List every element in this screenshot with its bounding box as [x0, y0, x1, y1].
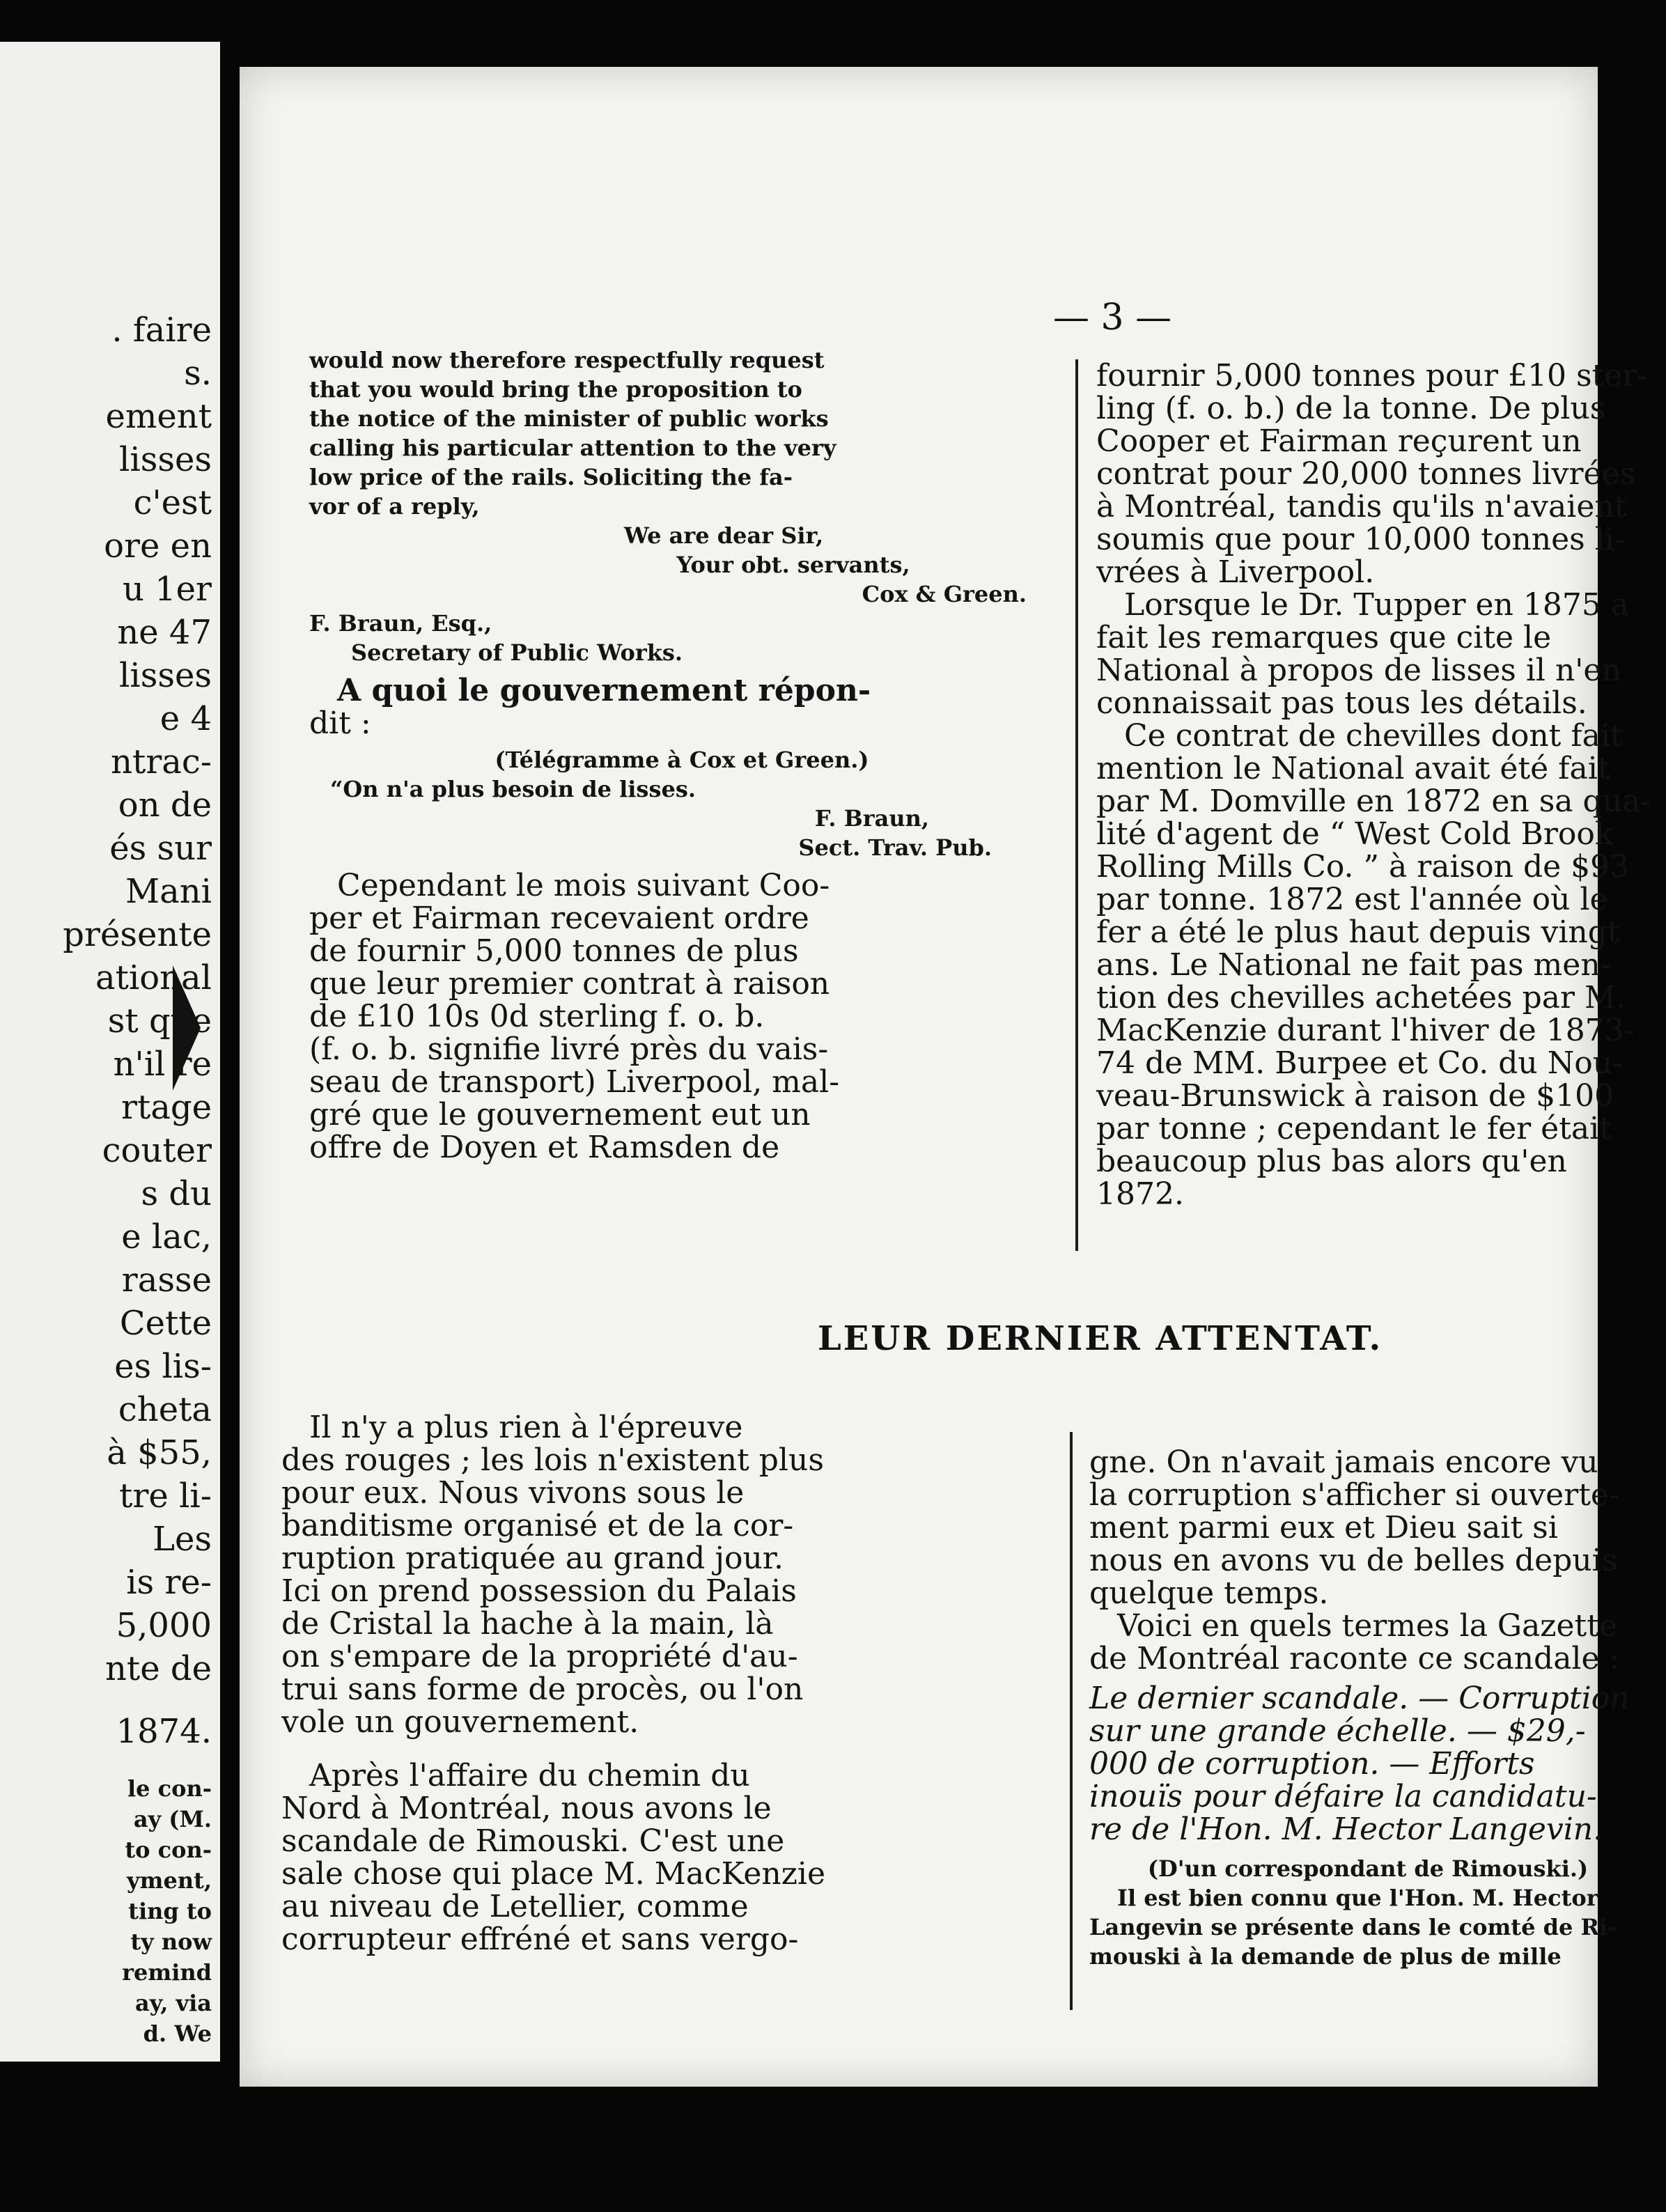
quote-line: inouïs pour défaire la candidatu- [1089, 1779, 1597, 1814]
section-heading: LEUR DERNIER ATTENTAT. [818, 1319, 1383, 1358]
fragment-line: Mani [125, 872, 212, 911]
fragment-line: Cette [119, 1304, 212, 1343]
fragment-line: c'est [133, 483, 212, 522]
fragment-line: rtage [121, 1088, 212, 1127]
text-line: Après l'affaire du chemin du [309, 1758, 750, 1793]
fragment-line: présente [63, 915, 212, 954]
text-line: fait les remarques que cite le [1096, 620, 1552, 655]
text-line: Rolling Mills Co. ” à raison de $93 [1096, 849, 1630, 885]
fragment-line: le con- [127, 1775, 212, 1802]
fragment-line: es lis- [114, 1347, 212, 1386]
fragment-line: to con- [125, 1837, 212, 1863]
letter-line: the notice of the minister of public works [309, 405, 829, 432]
fragment-line: d. We [143, 2020, 212, 2047]
text-line: seau de transport) Liverpool, mal- [309, 1064, 840, 1100]
fragment-line: ement [105, 397, 212, 436]
text-line: lité d'agent de “ West Cold Brook [1096, 816, 1614, 852]
text-line: à Montréal, tandis qu'ils n'avaient [1096, 489, 1627, 524]
fragment-line: n'il re [113, 1045, 212, 1084]
paragraph-fournir [1096, 359, 1653, 589]
text-line: de £10 10s 0d sterling f. o. b. [309, 999, 765, 1034]
text-line: banditisme organisé et de la cor- [281, 1508, 794, 1543]
text-line: la corruption s'afficher si ouverte- [1089, 1477, 1619, 1513]
text-line: par tonne ; cependant le fer était [1096, 1111, 1612, 1146]
column-top-left [309, 345, 1054, 1164]
fragment-line: e lac, [121, 1217, 212, 1256]
text-line: per et Fairman recevaient ordre [309, 901, 809, 936]
text-line: Il n'y a plus rien à l'épreuve [309, 1410, 743, 1445]
text-line: ment parmi eux et Dieu sait si [1089, 1510, 1558, 1545]
letter-line: low price of the rails. Soliciting the fa- [309, 464, 793, 490]
fragment-line: ay, via [134, 1990, 212, 2016]
fragment-line: ational [95, 958, 212, 997]
text-line: Langevin se présente dans le comté de Ri- [1089, 1914, 1617, 1940]
text-line: corrupteur effréné et sans vergo- [281, 1922, 799, 1957]
quote-line: sur une grande échelle. — $29,- [1089, 1713, 1586, 1749]
text-line: vrées à Liverpool. [1096, 554, 1375, 590]
text-line: tion des chevilles achetées par M. [1096, 980, 1626, 1015]
fragment-line: lisses [118, 440, 212, 479]
text-line: de Cristal la hache à la main, là [281, 1606, 774, 1642]
text-line: au niveau de Letellier, comme [281, 1889, 749, 1924]
fragment-line: yment, [127, 1867, 212, 1894]
fragment-line: ty now [130, 1929, 212, 1955]
paragraph-gazette [1089, 1610, 1646, 1675]
letter-text [309, 345, 1054, 521]
column-rule-top [1075, 359, 1078, 1251]
text-line: sale chose qui place M. MacKenzie [281, 1856, 825, 1892]
text-line: Nord à Montréal, nous avons le [281, 1791, 772, 1826]
column-top-right [1096, 359, 1653, 1210]
column-bottom-left [281, 1411, 1054, 1956]
text-line: MacKenzie durant l'hiver de 1873- [1096, 1013, 1635, 1048]
text-line: soumis que pour 10,000 tonnes li- [1096, 522, 1625, 557]
paragraph-cependant [309, 869, 1054, 1164]
text-line: gré que le gouvernement eut un [309, 1097, 811, 1132]
letter-line: that you would bring the proposition to [309, 376, 802, 403]
text-line: pour eux. Nous vivons sous le [281, 1475, 745, 1511]
quote-line: re de l'Hon. M. Hector Langevin. [1089, 1812, 1603, 1847]
letter-line: vor of a reply, [309, 493, 480, 520]
text-line: trui sans forme de procès, ou l'on [281, 1672, 804, 1707]
text-line: de Montréal raconte ce scandale : [1089, 1641, 1620, 1676]
fragment-line: s. [184, 354, 212, 393]
letter-recipient: F. Braun, Esq., [309, 610, 492, 637]
paragraph-gne [1089, 1446, 1646, 1610]
column-bottom-right [1089, 1446, 1646, 1971]
letter-line: calling his particular attention to the very [309, 435, 836, 461]
telegram-label: (Télégramme à Cox et Green.) [495, 747, 869, 773]
fragment-line: à $55, [107, 1433, 212, 1472]
fragment-line: ay (M. [133, 1806, 212, 1832]
quote-line: 000 de corruption. — Efforts [1089, 1746, 1535, 1782]
fragment-line: rasse [121, 1261, 212, 1300]
reply-intro-cont: dit : [309, 706, 371, 741]
text-line: quelque temps. [1089, 1575, 1329, 1611]
text-line: veau-Brunswick à raison de $100 [1096, 1078, 1614, 1114]
paragraph-rimouski [281, 1759, 1054, 1956]
text-line: scandale de Rimouski. C'est une [281, 1823, 785, 1859]
fragment-line: st que [107, 1002, 212, 1041]
text-line: gne. On n'avait jamais encore vu [1089, 1444, 1598, 1480]
reply-intro: A quoi le gouvernement répon- [337, 673, 871, 708]
paragraph-tupper [1096, 589, 1653, 719]
fragment-line: . faire [111, 311, 212, 350]
fragment-line: Les [153, 1520, 212, 1559]
text-line: 1872. [1096, 1176, 1184, 1212]
text-line: vole un gouvernement. [281, 1704, 639, 1740]
column-rule-bottom [1070, 1432, 1073, 2010]
fragment-line: cheta [118, 1390, 212, 1429]
paragraph-chevilles [1096, 719, 1653, 1210]
fragment-line: is re- [126, 1563, 212, 1602]
fragment-line: ting to [128, 1898, 212, 1924]
text-line: fer a été le plus haut depuis vingt [1096, 914, 1620, 950]
fragment-line: 5,000 [116, 1606, 212, 1645]
fragment-line: on de [118, 786, 212, 825]
document-page [240, 67, 1651, 2087]
fragment-line: nte de [105, 1649, 212, 1688]
text-line: Voici en quels termes la Gazette [1117, 1608, 1617, 1644]
fragment-line: couter [102, 1131, 212, 1170]
letter-line: would now therefore respectfully request [309, 347, 825, 373]
fragment-line: lisses [118, 656, 212, 695]
telegram-text: “On n'a plus besoin de lisses. [330, 776, 696, 802]
fragment-line: tre li- [119, 1477, 212, 1516]
text-line: beaucoup plus bas alors qu'en [1096, 1144, 1567, 1179]
text-line: Ce contrat de chevilles dont fait [1124, 718, 1623, 754]
fragment-line: ne 47 [117, 613, 212, 652]
text-line: National à propos de lisses il n'en [1096, 653, 1621, 688]
text-line: contrat pour 20,000 tonnes livrées [1096, 456, 1636, 492]
text-line: ans. Le National ne fait pas men- [1096, 947, 1611, 983]
text-line: connaissait pas tous les détails. [1096, 685, 1587, 721]
page-number: — 3 — [1053, 297, 1172, 338]
text-line: Il est bien connu que l'Hon. M. Hector [1117, 1885, 1598, 1911]
letter-recipient-title: Secretary of Public Works. [351, 639, 683, 666]
text-line: 74 de MM. Burpee et Co. du Nou- [1096, 1045, 1623, 1081]
text-line: des rouges ; les lois n'existent plus [281, 1442, 824, 1478]
page-fold-mark [173, 965, 201, 1091]
fragment-line: ntrac- [111, 742, 212, 781]
text-line: par M. Domville en 1872 en sa qua- [1096, 784, 1651, 819]
paragraph-langevin [1089, 1883, 1646, 1971]
letter-closing: We are dear Sir, [623, 522, 824, 549]
text-line: ling (f. o. b.) de la tonne. De plus [1096, 391, 1606, 426]
letter-servants: Your obt. servants, [676, 552, 910, 578]
text-line: Cooper et Fairman reçurent un [1096, 423, 1582, 459]
text-line: de fournir 5,000 tonnes de plus [309, 933, 799, 969]
fragment-line: u 1er [122, 570, 212, 609]
letter-signature: Cox & Green. [862, 581, 1027, 607]
text-line: Lorsque le Dr. Tupper en 1875 a [1124, 587, 1630, 623]
paragraph-rouges [281, 1411, 1054, 1738]
quote-line: Le dernier scandale. — Corruption [1089, 1681, 1630, 1716]
text-line: mouski à la demande de plus de mille [1089, 1943, 1562, 1970]
telegram-signature: F. Braun, [814, 805, 929, 832]
fragment-line: remind [122, 1959, 212, 1986]
fragment-line: e 4 [159, 699, 212, 738]
text-line: ruption pratiquée au grand jour. [281, 1541, 784, 1576]
text-line: fournir 5,000 tonnes pour £10 ster- [1096, 358, 1648, 394]
fragment-line: 1874. [116, 1712, 212, 1751]
text-line: que leur premier contrat à raison [309, 966, 830, 1002]
text-line: Cependant le mois suivant Coo- [337, 868, 830, 903]
text-line: nous en avons vu de belles depuis [1089, 1543, 1618, 1578]
fragment-line: ore en [104, 527, 212, 566]
correspondent-note: (D'un correspondant de Rimouski.) [1147, 1855, 1589, 1882]
telegram-signature-title: Sect. Trav. Pub. [798, 834, 992, 861]
text-line: Ici on prend possession du Palais [281, 1573, 797, 1609]
text-line: on s'empare de la propriété d'au- [281, 1639, 798, 1674]
text-line: (f. o. b. signifie livré près du vais- [309, 1031, 829, 1067]
text-line: par tonne. 1872 est l'année où le [1096, 882, 1608, 917]
fragment-line: és sur [109, 829, 212, 868]
text-line: offre de Doyen et Ramsden de [309, 1130, 780, 1165]
text-line: mention le National avait été fait [1096, 751, 1610, 786]
quote-headline [1089, 1682, 1646, 1846]
fragment-line: s du [141, 1174, 212, 1213]
